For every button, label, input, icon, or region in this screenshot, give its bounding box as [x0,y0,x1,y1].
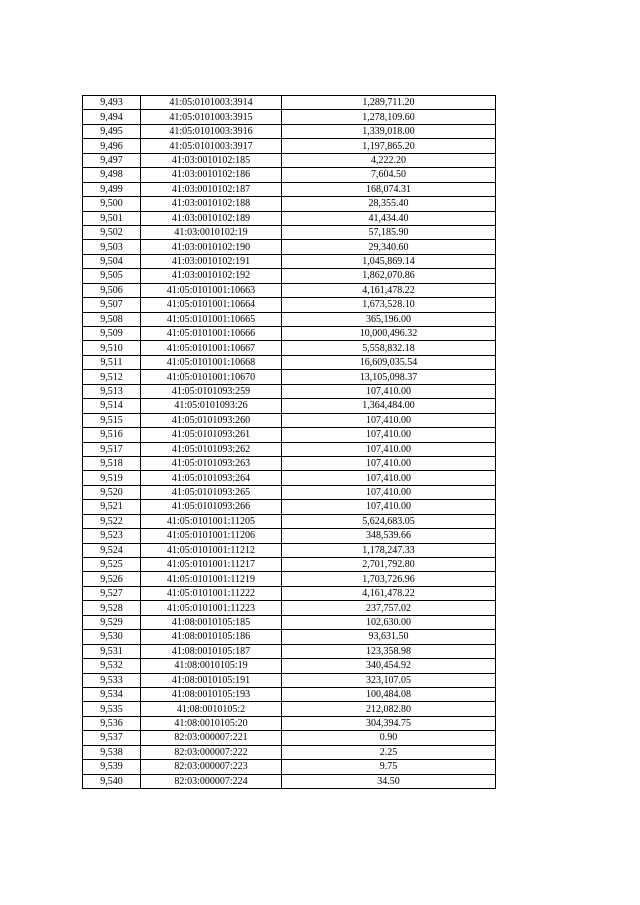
table-row [83,197,496,211]
table-row [83,485,496,499]
table-row [83,355,496,369]
cadastral-value-cell: 107,410.00 [282,442,496,456]
cadastral-value-cell: 107,410.00 [282,500,496,514]
cadastral-number-cell: 41:05:0101093:26 [141,399,282,413]
cadastral-value-table [82,95,496,789]
row-number-cell: 9,503 [83,240,141,254]
cadastral-value-cell: 1,289,711.20 [282,96,496,110]
cadastral-number-cell: 82:03:000007:223 [141,760,282,774]
cadastral-value-cell: 4,222.20 [282,153,496,167]
cadastral-number-cell: 41:05:0101001:10667 [141,341,282,355]
row-number-cell: 9,533 [83,673,141,687]
row-number-cell: 9,513 [83,384,141,398]
cadastral-number-cell: 41:08:0010105:185 [141,615,282,629]
cadastral-number-cell: 41:05:0101093:262 [141,442,282,456]
cadastral-value-cell: 29,340.60 [282,240,496,254]
cadastral-value-cell: 348,539.66 [282,529,496,543]
row-number-cell: 9,515 [83,413,141,427]
row-number-cell: 9,510 [83,341,141,355]
table-row [83,168,496,182]
cadastral-value-cell: 100,484.08 [282,687,496,701]
row-number-cell: 9,539 [83,760,141,774]
table-row [83,211,496,225]
cadastral-value-cell: 2.25 [282,745,496,759]
row-number-cell: 9,512 [83,370,141,384]
cadastral-number-cell: 41:03:0010102:191 [141,254,282,268]
cadastral-number-cell: 41:05:0101001:11212 [141,543,282,557]
cadastral-value-cell: 7,604.50 [282,168,496,182]
table-row [83,687,496,701]
cadastral-value-cell: 10,000,496.32 [282,327,496,341]
cadastral-value-cell: 123,358.98 [282,644,496,658]
cadastral-value-cell: 212,082.80 [282,702,496,716]
row-number-cell: 9,538 [83,745,141,759]
cadastral-number-cell: 41:05:0101001:11205 [141,514,282,528]
cadastral-value-cell: 28,355.40 [282,197,496,211]
cadastral-value-cell: 16,609,035.54 [282,355,496,369]
cadastral-value-cell: 323,107.05 [282,673,496,687]
cadastral-value-cell: 237,757.02 [282,601,496,615]
cadastral-number-cell: 41:08:0010105:193 [141,687,282,701]
cadastral-value-cell: 34.50 [282,774,496,788]
row-number-cell: 9,514 [83,399,141,413]
cadastral-value-cell: 1,364,484.00 [282,399,496,413]
cadastral-value-cell: 1,178,247.33 [282,543,496,557]
row-number-cell: 9,505 [83,269,141,283]
table-row [83,456,496,470]
cadastral-value-cell: 5,624,683.05 [282,514,496,528]
cadastral-number-cell: 41:03:0010102:192 [141,269,282,283]
cadastral-value-cell: 1,197,865.20 [282,139,496,153]
table-row [83,428,496,442]
table-row [83,586,496,600]
cadastral-number-cell: 41:05:0101093:263 [141,456,282,470]
row-number-cell: 9,528 [83,601,141,615]
cadastral-value-cell: 1,673,528.10 [282,298,496,312]
table-row [83,327,496,341]
table-row [83,370,496,384]
table-row [83,283,496,297]
cadastral-value-cell: 102,630.00 [282,615,496,629]
row-number-cell: 9,493 [83,96,141,110]
row-number-cell: 9,508 [83,312,141,326]
table-row [83,341,496,355]
row-number-cell: 9,519 [83,471,141,485]
cadastral-value-cell: 4,161,478.22 [282,586,496,600]
cadastral-value-cell: 168,074.31 [282,182,496,196]
row-number-cell: 9,507 [83,298,141,312]
row-number-cell: 9,524 [83,543,141,557]
row-number-cell: 9,535 [83,702,141,716]
table-row [83,702,496,716]
cadastral-number-cell: 41:05:0101001:11223 [141,601,282,615]
cadastral-number-cell: 41:05:0101003:3914 [141,96,282,110]
row-number-cell: 9,521 [83,500,141,514]
cadastral-value-cell: 365,196.00 [282,312,496,326]
table-row [83,384,496,398]
cadastral-number-cell: 41:05:0101003:3915 [141,110,282,124]
row-number-cell: 9,529 [83,615,141,629]
table-body [83,96,496,789]
cadastral-number-cell: 41:03:0010102:188 [141,197,282,211]
cadastral-number-cell: 41:03:0010102:185 [141,153,282,167]
table-row [83,471,496,485]
table-row [83,514,496,528]
cadastral-value-cell: 107,410.00 [282,456,496,470]
cadastral-value-cell: 9.75 [282,760,496,774]
table-row [83,745,496,759]
cadastral-number-cell: 82:03:000007:222 [141,745,282,759]
cadastral-value-cell: 340,454.92 [282,659,496,673]
row-number-cell: 9,495 [83,124,141,138]
table-row [83,760,496,774]
row-number-cell: 9,497 [83,153,141,167]
cadastral-value-cell: 0.90 [282,731,496,745]
table-row [83,240,496,254]
cadastral-number-cell: 41:05:0101001:10664 [141,298,282,312]
cadastral-number-cell: 82:03:000007:224 [141,774,282,788]
table-row [83,659,496,673]
cadastral-value-cell: 13,105,098.37 [282,370,496,384]
row-number-cell: 9,504 [83,254,141,268]
cadastral-value-cell: 57,185.90 [282,225,496,239]
cadastral-value-cell: 107,410.00 [282,485,496,499]
cadastral-number-cell: 41:08:0010105:187 [141,644,282,658]
table-row [83,630,496,644]
row-number-cell: 9,501 [83,211,141,225]
cadastral-number-cell: 41:05:0101001:11219 [141,572,282,586]
cadastral-number-cell: 41:05:0101001:10668 [141,355,282,369]
table-row [83,615,496,629]
row-number-cell: 9,502 [83,225,141,239]
cadastral-number-cell: 82:03:000007:221 [141,731,282,745]
cadastral-value-cell: 41,434.40 [282,211,496,225]
table-row [83,399,496,413]
table-row [83,716,496,730]
cadastral-value-cell: 5,558,832.18 [282,341,496,355]
table-row [83,543,496,557]
row-number-cell: 9,530 [83,630,141,644]
cadastral-value-cell: 1,339,018.00 [282,124,496,138]
row-number-cell: 9,526 [83,572,141,586]
table-row [83,673,496,687]
cadastral-value-cell: 2,701,792.80 [282,558,496,572]
row-number-cell: 9,500 [83,197,141,211]
cadastral-number-cell: 41:03:0010102:189 [141,211,282,225]
row-number-cell: 9,523 [83,529,141,543]
cadastral-number-cell: 41:05:0101001:11206 [141,529,282,543]
cadastral-number-cell: 41:05:0101093:260 [141,413,282,427]
table-row [83,139,496,153]
cadastral-value-cell: 1,703,726.96 [282,572,496,586]
cadastral-number-cell: 41:05:0101093:261 [141,428,282,442]
cadastral-value-cell: 107,410.00 [282,384,496,398]
cadastral-number-cell: 41:08:0010105:20 [141,716,282,730]
row-number-cell: 9,525 [83,558,141,572]
cadastral-number-cell: 41:05:0101093:266 [141,500,282,514]
cadastral-number-cell: 41:05:0101001:11222 [141,586,282,600]
row-number-cell: 9,531 [83,644,141,658]
cadastral-number-cell: 41:05:0101003:3917 [141,139,282,153]
cadastral-number-cell: 41:05:0101093:264 [141,471,282,485]
cadastral-number-cell: 41:03:0010102:186 [141,168,282,182]
table-row [83,96,496,110]
table-row [83,442,496,456]
row-number-cell: 9,520 [83,485,141,499]
row-number-cell: 9,517 [83,442,141,456]
cadastral-number-cell: 41:05:0101001:10666 [141,327,282,341]
row-number-cell: 9,506 [83,283,141,297]
table-row [83,298,496,312]
cadastral-value-cell: 1,045,869.14 [282,254,496,268]
cadastral-value-cell: 107,410.00 [282,428,496,442]
row-number-cell: 9,532 [83,659,141,673]
row-number-cell: 9,536 [83,716,141,730]
row-number-cell: 9,540 [83,774,141,788]
table-row [83,413,496,427]
table-row [83,110,496,124]
cadastral-number-cell: 41:05:0101001:10670 [141,370,282,384]
row-number-cell: 9,511 [83,355,141,369]
cadastral-value-cell: 304,394.75 [282,716,496,730]
table-row [83,124,496,138]
table-row [83,269,496,283]
table-row [83,572,496,586]
cadastral-number-cell: 41:08:0010105:191 [141,673,282,687]
cadastral-value-cell: 1,862,070.86 [282,269,496,283]
table-row [83,529,496,543]
row-number-cell: 9,534 [83,687,141,701]
cadastral-number-cell: 41:05:0101003:3916 [141,124,282,138]
cadastral-number-cell: 41:03:0010102:19 [141,225,282,239]
table-row [83,225,496,239]
table-row [83,644,496,658]
row-number-cell: 9,496 [83,139,141,153]
cadastral-value-cell: 4,161,478.22 [282,283,496,297]
cadastral-number-cell: 41:05:0101093:265 [141,485,282,499]
cadastral-number-cell: 41:05:0101093:259 [141,384,282,398]
cadastral-number-cell: 41:05:0101001:10663 [141,283,282,297]
cadastral-number-cell: 41:08:0010105:2 [141,702,282,716]
table-row [83,254,496,268]
table-row [83,500,496,514]
cadastral-number-cell: 41:05:0101001:11217 [141,558,282,572]
row-number-cell: 9,494 [83,110,141,124]
table-row [83,312,496,326]
cadastral-number-cell: 41:05:0101001:10665 [141,312,282,326]
row-number-cell: 9,527 [83,586,141,600]
cadastral-number-cell: 41:08:0010105:186 [141,630,282,644]
row-number-cell: 9,518 [83,456,141,470]
row-number-cell: 9,499 [83,182,141,196]
table-row [83,731,496,745]
table-row [83,601,496,615]
row-number-cell: 9,516 [83,428,141,442]
row-number-cell: 9,509 [83,327,141,341]
table-row [83,153,496,167]
row-number-cell: 9,537 [83,731,141,745]
row-number-cell: 9,522 [83,514,141,528]
cadastral-number-cell: 41:03:0010102:190 [141,240,282,254]
cadastral-number-cell: 41:08:0010105:19 [141,659,282,673]
cadastral-value-cell: 1,278,109.60 [282,110,496,124]
cadastral-number-cell: 41:03:0010102:187 [141,182,282,196]
table-row [83,774,496,788]
cadastral-value-cell: 107,410.00 [282,471,496,485]
row-number-cell: 9,498 [83,168,141,182]
table-row [83,182,496,196]
cadastral-value-cell: 93,631.50 [282,630,496,644]
table-row [83,558,496,572]
cadastral-value-cell: 107,410.00 [282,413,496,427]
